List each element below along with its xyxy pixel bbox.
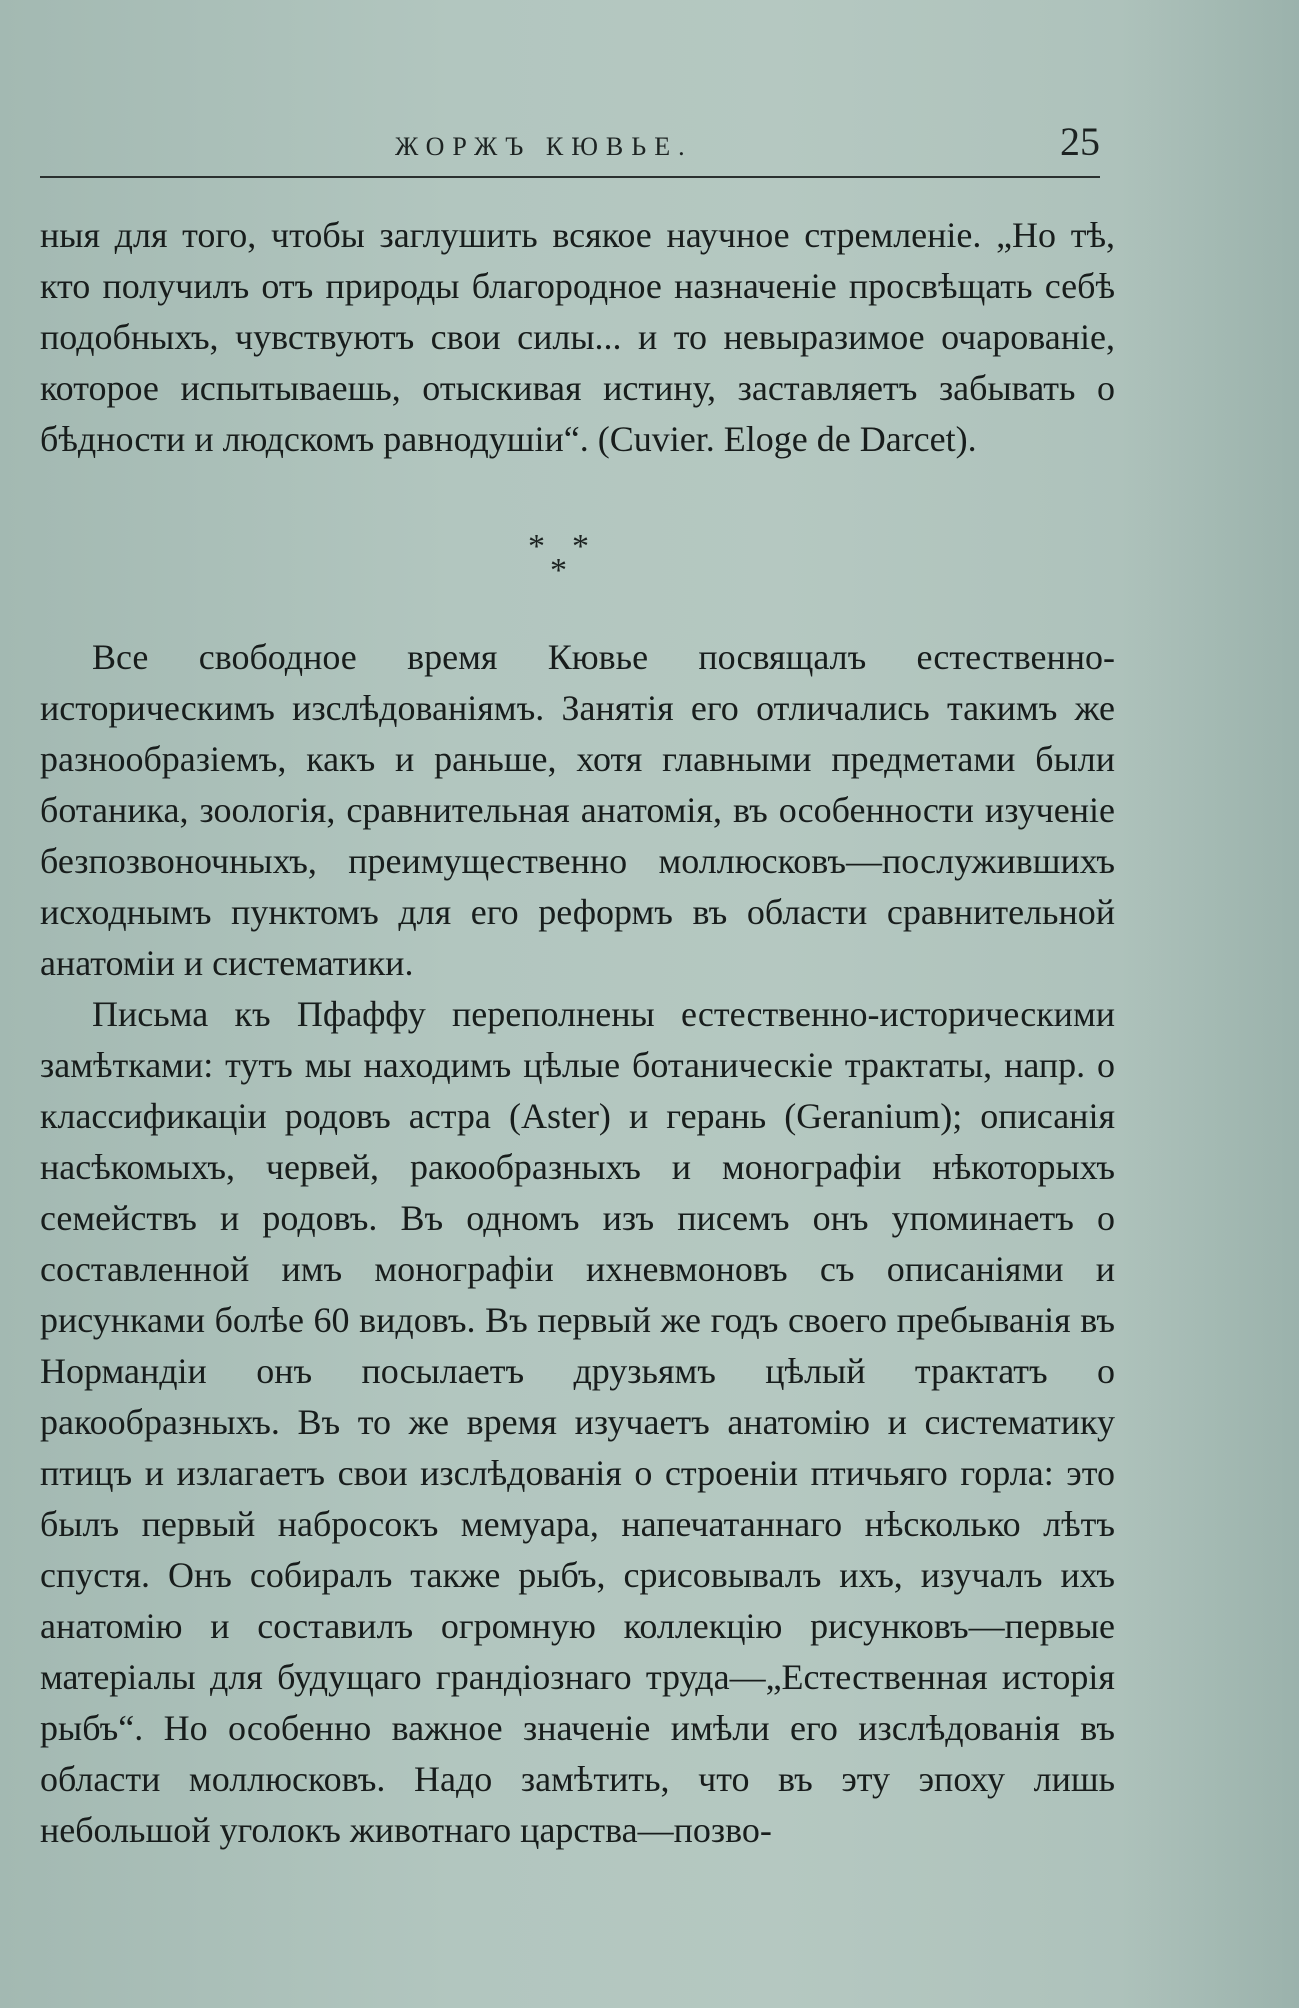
asterisk-bottom: * (550, 552, 567, 589)
quote-paragraph (40, 210, 1115, 465)
asterisk-top-left: * (528, 528, 545, 565)
page-header (40, 118, 1100, 180)
quote-text: ныя для того, чтобы заглушить всякое научное стремленіе. „Но тѣ, кто получилъ отъ природы благородное назначеніе просвѣщать себѣ подобныхъ, чувствуютъ свои силы... и то невыразимое очарованіе, которое испытываешь, отыскивая истину, заставляетъ забывать о бѣдности и людскомъ равнодушіи“. (Cuvier. Eloge de Darcet). (40, 215, 1115, 459)
asterisk-top-right: * (572, 528, 589, 565)
page-number: 25 (1060, 119, 1100, 164)
section-asterism (520, 528, 620, 598)
running-title: ЖОРЖЪ КЮВЬЕ. (395, 132, 693, 161)
body-text (40, 632, 1115, 1856)
header-rule (40, 176, 1100, 178)
paragraph-1: Все свободное время Кювье посвящалъ естественно-историческимъ изслѣдованіямъ. Занятія его отличались такимъ же разнообразіемъ, какъ и раньше, хотя главными предметами были ботаника, зоологія, сравнительная анатомія, въ особенности изученіе безпозвоночныхъ, преимущественно моллюсковъ—послужившихъ исходнымъ пунктомъ для его реформъ въ области сравнительной анатоміи и систематики. (40, 637, 1115, 983)
page-edge-shadow (1120, 0, 1299, 2008)
paragraph-2: Письма къ Пфаффу переполнены естественно-историческими замѣтками: тутъ мы находимъ цѣлые ботаническіе трактаты, напр. о классификаціи родовъ астра (Aster) и герань (Geranium); описанія насѣкомыхъ, червей, ракообразныхъ и монографіи нѣкоторыхъ семействъ и родовъ. Въ одномъ изъ писемъ онъ упоминаетъ о составленной имъ монографіи ихневмоновъ съ описаніями и рисунками болѣе 60 видовъ. Въ первый же годъ своего пребыванія въ Нормандіи онъ посылаетъ друзьямъ цѣлый трактатъ о ракообразныхъ. Въ то же время изучаетъ анатомію и систематику птицъ и излагаетъ свои изслѣдованія о строеніи птичьяго горла: это былъ первый набросокъ мемуара, напечатаннаго нѣсколько лѣтъ спустя. Онъ собиралъ также рыбъ, срисовывалъ ихъ, изучалъ ихъ анатомію и составилъ огромную коллекцію рисунковъ—первые матеріалы для будущаго грандіознаго труда—„Естественная исторія рыбъ“. Но особенно важное значеніе имѣли его изслѣдованія въ области моллюсковъ. Надо замѣтить, что въ эту эпоху лишь небольшой уголокъ животнаго царства—позво- (40, 994, 1115, 1850)
